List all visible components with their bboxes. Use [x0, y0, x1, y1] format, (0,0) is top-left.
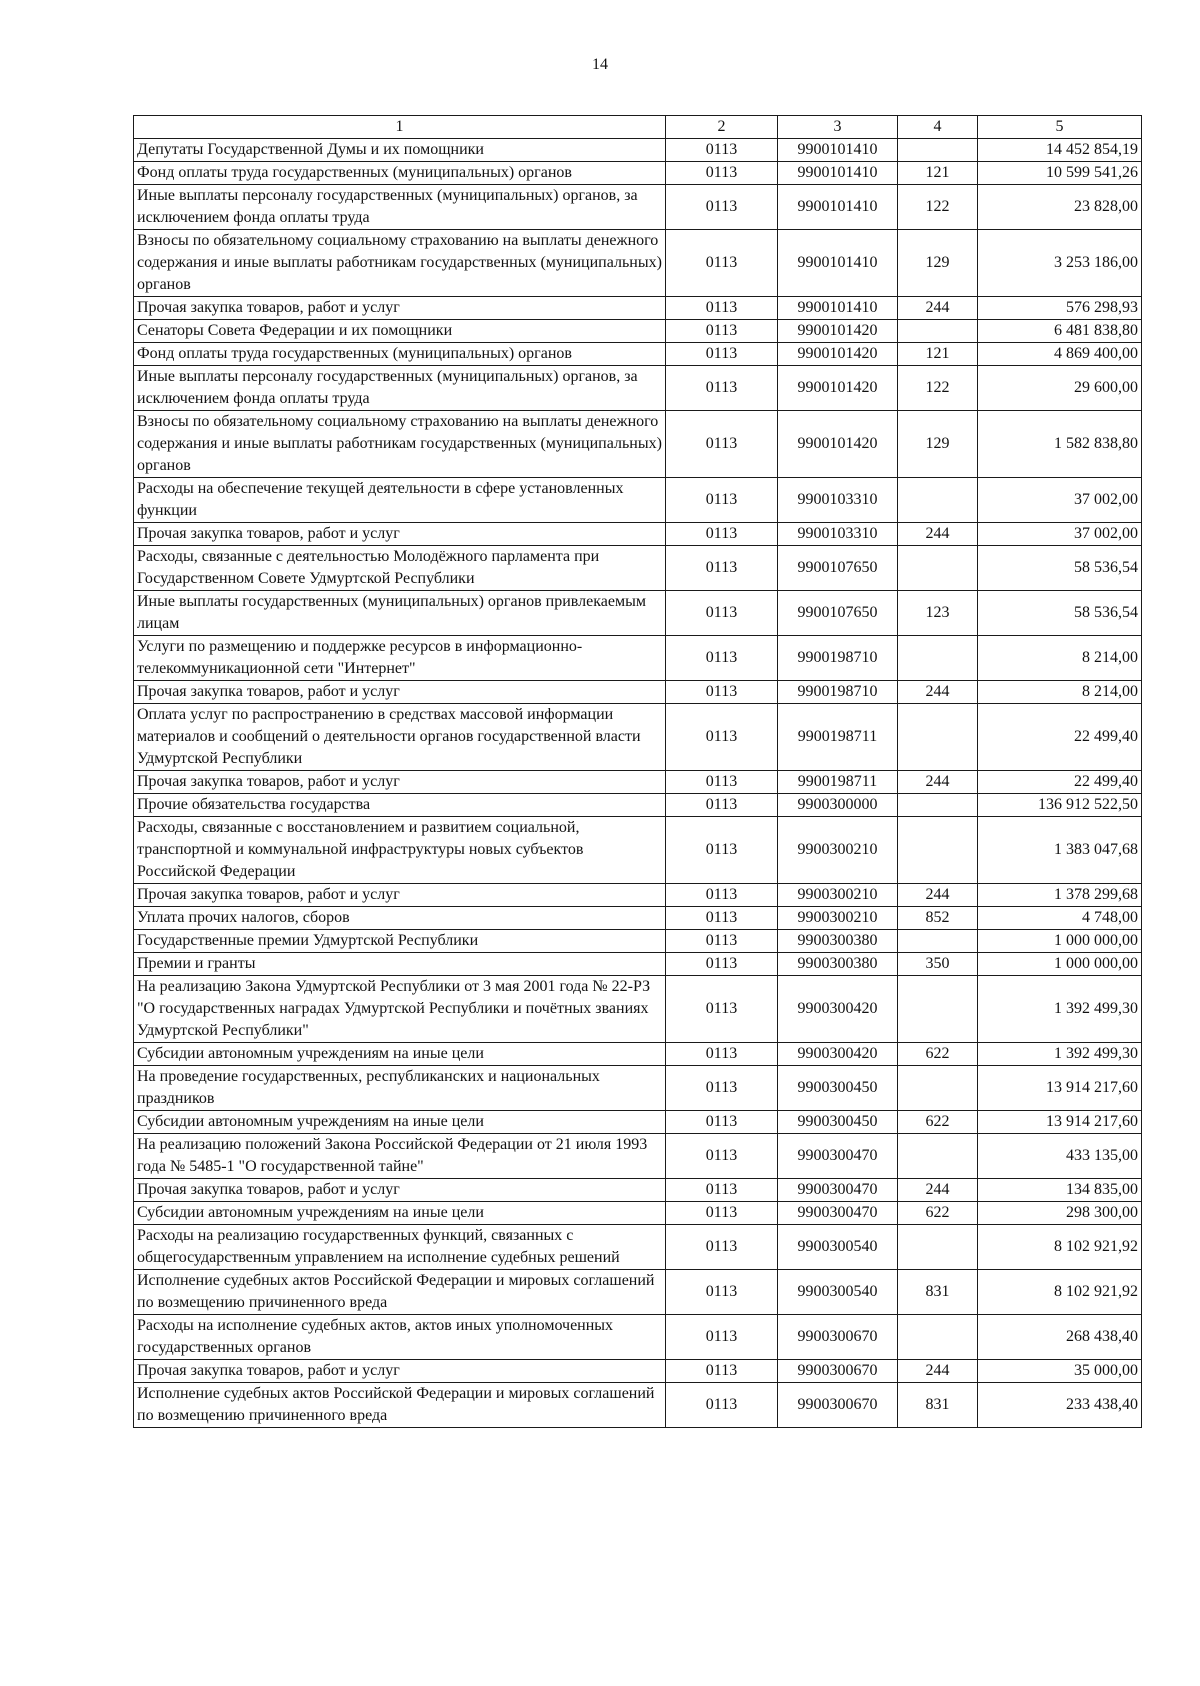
row-amount: 37 002,00 — [978, 523, 1142, 546]
table-row — [134, 976, 1142, 1043]
row-expense-type — [898, 478, 978, 523]
row-expense-type: 831 — [898, 1383, 978, 1428]
row-expense-type — [898, 139, 978, 162]
row-amount: 35 000,00 — [978, 1360, 1142, 1383]
row-article-code: 9900101410 — [778, 139, 898, 162]
row-article-code: 9900101420 — [778, 343, 898, 366]
row-article-code: 9900300450 — [778, 1066, 898, 1111]
table-row — [134, 930, 1142, 953]
row-name: На реализацию Закона Удмуртской Республики от 3 мая 2001 года № 22-РЗ "О государственных наградах Удмуртской Республики и почётных званиях Удмуртской Республики" — [134, 976, 666, 1043]
row-name: Расходы на исполнение судебных актов, актов иных уполномоченных государственных органов — [134, 1315, 666, 1360]
row-section-code: 0113 — [666, 523, 778, 546]
row-section-code: 0113 — [666, 1383, 778, 1428]
table-row — [134, 1111, 1142, 1134]
row-amount: 3 253 186,00 — [978, 230, 1142, 297]
row-section-code: 0113 — [666, 411, 778, 478]
table-row — [134, 1202, 1142, 1225]
row-article-code: 9900300540 — [778, 1225, 898, 1270]
row-amount: 136 912 522,50 — [978, 794, 1142, 817]
row-section-code: 0113 — [666, 930, 778, 953]
table-row — [134, 546, 1142, 591]
row-amount: 1 582 838,80 — [978, 411, 1142, 478]
row-amount: 576 298,93 — [978, 297, 1142, 320]
row-name: Прочая закупка товаров, работ и услуг — [134, 681, 666, 704]
table-body — [134, 139, 1142, 1428]
row-expense-type: 122 — [898, 366, 978, 411]
row-section-code: 0113 — [666, 478, 778, 523]
table-row — [134, 411, 1142, 478]
row-section-code: 0113 — [666, 1315, 778, 1360]
row-article-code: 9900103310 — [778, 478, 898, 523]
row-amount: 22 499,40 — [978, 704, 1142, 771]
row-article-code: 9900107650 — [778, 546, 898, 591]
row-article-code: 9900198710 — [778, 636, 898, 681]
row-article-code: 9900300380 — [778, 930, 898, 953]
row-amount: 8 214,00 — [978, 681, 1142, 704]
row-amount: 8 214,00 — [978, 636, 1142, 681]
row-name: Услуги по размещению и поддержке ресурсов в информационно-телекоммуникационной сети "Интернет" — [134, 636, 666, 681]
row-amount: 233 438,40 — [978, 1383, 1142, 1428]
table-row — [134, 185, 1142, 230]
row-name: Прочая закупка товаров, работ и услуг — [134, 884, 666, 907]
row-article-code: 9900300210 — [778, 907, 898, 930]
table-row — [134, 884, 1142, 907]
row-article-code: 9900101410 — [778, 162, 898, 185]
row-name: Иные выплаты государственных (муниципальных) органов привлекаемым лицам — [134, 591, 666, 636]
row-name: Иные выплаты персоналу государственных (муниципальных) органов, за исключением фонда оплаты труда — [134, 366, 666, 411]
row-expense-type: 244 — [898, 884, 978, 907]
row-name: Расходы на реализацию государственных функций, связанных с общегосударственным управлением на исполнение судебных решений — [134, 1225, 666, 1270]
row-section-code: 0113 — [666, 1066, 778, 1111]
row-expense-type — [898, 546, 978, 591]
table-row — [134, 343, 1142, 366]
table-row — [134, 1225, 1142, 1270]
table-row — [134, 1270, 1142, 1315]
row-name: Уплата прочих налогов, сборов — [134, 907, 666, 930]
row-name: На реализацию положений Закона Российской Федерации от 21 июля 1993 года № 5485-1 "О государственной тайне" — [134, 1134, 666, 1179]
row-article-code: 9900101420 — [778, 366, 898, 411]
row-article-code: 9900300470 — [778, 1179, 898, 1202]
row-expense-type — [898, 1134, 978, 1179]
header-col-4: 4 — [898, 116, 978, 139]
row-amount: 1 392 499,30 — [978, 1043, 1142, 1066]
row-amount: 1 383 047,68 — [978, 817, 1142, 884]
row-article-code: 9900103310 — [778, 523, 898, 546]
row-section-code: 0113 — [666, 771, 778, 794]
row-name: Исполнение судебных актов Российской Федерации и мировых соглашений по возмещению причиненного вреда — [134, 1383, 666, 1428]
row-section-code: 0113 — [666, 704, 778, 771]
row-expense-type: 622 — [898, 1043, 978, 1066]
row-amount: 29 600,00 — [978, 366, 1142, 411]
row-expense-type: 122 — [898, 185, 978, 230]
header-col-3: 3 — [778, 116, 898, 139]
row-name: Субсидии автономным учреждениям на иные цели — [134, 1202, 666, 1225]
table-row — [134, 1134, 1142, 1179]
row-amount: 8 102 921,92 — [978, 1225, 1142, 1270]
row-section-code: 0113 — [666, 1225, 778, 1270]
row-name: Исполнение судебных актов Российской Федерации и мировых соглашений по возмещению причиненного вреда — [134, 1270, 666, 1315]
row-expense-type: 622 — [898, 1202, 978, 1225]
table-row — [134, 681, 1142, 704]
row-amount: 1 378 299,68 — [978, 884, 1142, 907]
row-amount: 1 000 000,00 — [978, 953, 1142, 976]
row-amount: 134 835,00 — [978, 1179, 1142, 1202]
budget-table — [133, 115, 1142, 1428]
row-article-code: 9900300670 — [778, 1360, 898, 1383]
row-section-code: 0113 — [666, 1043, 778, 1066]
row-expense-type — [898, 704, 978, 771]
row-expense-type: 244 — [898, 297, 978, 320]
table-header — [134, 116, 1142, 139]
row-article-code: 9900300670 — [778, 1383, 898, 1428]
page-number: 14 — [592, 56, 608, 73]
row-article-code: 9900300470 — [778, 1202, 898, 1225]
row-amount: 58 536,54 — [978, 591, 1142, 636]
table-row — [134, 523, 1142, 546]
row-section-code: 0113 — [666, 817, 778, 884]
row-name: Расходы, связанные с восстановлением и развитием социальной, транспортной и коммунальной инфраструктуры новых субъектов Российской Федерации — [134, 817, 666, 884]
row-expense-type: 123 — [898, 591, 978, 636]
row-name: На проведение государственных, республиканских и национальных праздников — [134, 1066, 666, 1111]
row-name: Прочая закупка товаров, работ и услуг — [134, 297, 666, 320]
row-amount: 37 002,00 — [978, 478, 1142, 523]
row-article-code: 9900300450 — [778, 1111, 898, 1134]
row-section-code: 0113 — [666, 1270, 778, 1315]
row-expense-type: 244 — [898, 1360, 978, 1383]
row-amount: 23 828,00 — [978, 185, 1142, 230]
row-section-code: 0113 — [666, 343, 778, 366]
row-article-code: 9900300000 — [778, 794, 898, 817]
table-row — [134, 1066, 1142, 1111]
table-row — [134, 1360, 1142, 1383]
row-section-code: 0113 — [666, 162, 778, 185]
table-row — [134, 139, 1142, 162]
row-expense-type: 244 — [898, 523, 978, 546]
table-row — [134, 478, 1142, 523]
row-section-code: 0113 — [666, 1111, 778, 1134]
row-article-code: 9900300540 — [778, 1270, 898, 1315]
row-name: Прочая закупка товаров, работ и услуг — [134, 1360, 666, 1383]
row-article-code: 9900300380 — [778, 953, 898, 976]
row-article-code: 9900300210 — [778, 817, 898, 884]
table-row — [134, 794, 1142, 817]
row-article-code: 9900300670 — [778, 1315, 898, 1360]
row-expense-type — [898, 794, 978, 817]
table-row — [134, 771, 1142, 794]
row-amount: 13 914 217,60 — [978, 1066, 1142, 1111]
row-section-code: 0113 — [666, 591, 778, 636]
table-row — [134, 1043, 1142, 1066]
row-expense-type: 129 — [898, 230, 978, 297]
row-name: Взносы по обязательному социальному страхованию на выплаты денежного содержания и иные выплаты работникам государственных (муниципальных) органов — [134, 411, 666, 478]
row-article-code: 9900300420 — [778, 1043, 898, 1066]
row-section-code: 0113 — [666, 794, 778, 817]
row-expense-type: 244 — [898, 681, 978, 704]
row-expense-type — [898, 1066, 978, 1111]
row-amount: 433 135,00 — [978, 1134, 1142, 1179]
row-expense-type — [898, 320, 978, 343]
row-amount: 10 599 541,26 — [978, 162, 1142, 185]
table-row — [134, 366, 1142, 411]
row-section-code: 0113 — [666, 320, 778, 343]
row-expense-type: 244 — [898, 771, 978, 794]
table-row — [134, 953, 1142, 976]
row-amount: 298 300,00 — [978, 1202, 1142, 1225]
row-amount: 13 914 217,60 — [978, 1111, 1142, 1134]
row-expense-type — [898, 636, 978, 681]
table-row — [134, 907, 1142, 930]
row-name: Премии и гранты — [134, 953, 666, 976]
row-expense-type — [898, 976, 978, 1043]
row-article-code: 9900101420 — [778, 411, 898, 478]
header-col-1: 1 — [134, 116, 666, 139]
row-section-code: 0113 — [666, 1202, 778, 1225]
row-article-code: 9900198711 — [778, 771, 898, 794]
table-row — [134, 162, 1142, 185]
row-name: Депутаты Государственной Думы и их помощники — [134, 139, 666, 162]
row-expense-type: 350 — [898, 953, 978, 976]
table-row — [134, 704, 1142, 771]
row-name: Прочая закупка товаров, работ и услуг — [134, 771, 666, 794]
table-row — [134, 320, 1142, 343]
row-expense-type: 831 — [898, 1270, 978, 1315]
table-row — [134, 1179, 1142, 1202]
row-section-code: 0113 — [666, 297, 778, 320]
row-article-code: 9900300470 — [778, 1134, 898, 1179]
row-article-code: 9900107650 — [778, 591, 898, 636]
row-name: Иные выплаты персоналу государственных (муниципальных) органов, за исключением фонда оплаты труда — [134, 185, 666, 230]
row-amount: 58 536,54 — [978, 546, 1142, 591]
row-article-code: 9900198711 — [778, 704, 898, 771]
row-name: Субсидии автономным учреждениям на иные цели — [134, 1111, 666, 1134]
row-article-code: 9900101410 — [778, 297, 898, 320]
row-expense-type: 121 — [898, 162, 978, 185]
row-section-code: 0113 — [666, 139, 778, 162]
row-section-code: 0113 — [666, 1179, 778, 1202]
row-amount: 268 438,40 — [978, 1315, 1142, 1360]
row-expense-type: 852 — [898, 907, 978, 930]
row-name: Фонд оплаты труда государственных (муниципальных) органов — [134, 162, 666, 185]
row-article-code: 9900300420 — [778, 976, 898, 1043]
row-section-code: 0113 — [666, 907, 778, 930]
row-amount: 8 102 921,92 — [978, 1270, 1142, 1315]
row-name: Прочая закупка товаров, работ и услуг — [134, 523, 666, 546]
row-name: Расходы, связанные с деятельностью Молодёжного парламента при Государственном Совете Удмуртской Республики — [134, 546, 666, 591]
row-name: Расходы на обеспечение текущей деятельности в сфере установленных функции — [134, 478, 666, 523]
row-expense-type: 244 — [898, 1179, 978, 1202]
row-name: Прочие обязательства государства — [134, 794, 666, 817]
row-name: Государственные премии Удмуртской Республики — [134, 930, 666, 953]
table-row — [134, 1315, 1142, 1360]
row-expense-type: 129 — [898, 411, 978, 478]
row-expense-type — [898, 1225, 978, 1270]
table-row — [134, 297, 1142, 320]
header-col-5: 5 — [978, 116, 1142, 139]
table-row — [134, 591, 1142, 636]
row-expense-type — [898, 817, 978, 884]
row-expense-type — [898, 1315, 978, 1360]
row-section-code: 0113 — [666, 230, 778, 297]
row-section-code: 0113 — [666, 366, 778, 411]
row-name: Прочая закупка товаров, работ и услуг — [134, 1179, 666, 1202]
row-section-code: 0113 — [666, 884, 778, 907]
row-article-code: 9900198710 — [778, 681, 898, 704]
row-amount: 4 869 400,00 — [978, 343, 1142, 366]
row-section-code: 0113 — [666, 1360, 778, 1383]
row-section-code: 0113 — [666, 953, 778, 976]
row-amount: 14 452 854,19 — [978, 139, 1142, 162]
row-amount: 1 392 499,30 — [978, 976, 1142, 1043]
table-row — [134, 1383, 1142, 1428]
row-name: Сенаторы Совета Федерации и их помощники — [134, 320, 666, 343]
row-article-code: 9900101410 — [778, 185, 898, 230]
row-name: Взносы по обязательному социальному страхованию на выплаты денежного содержания и иные выплаты работникам государственных (муниципальных) органов — [134, 230, 666, 297]
table-row — [134, 636, 1142, 681]
row-amount: 1 000 000,00 — [978, 930, 1142, 953]
row-section-code: 0113 — [666, 636, 778, 681]
row-name: Фонд оплаты труда государственных (муниципальных) органов — [134, 343, 666, 366]
row-expense-type — [898, 930, 978, 953]
header-row — [134, 116, 1142, 139]
row-expense-type: 622 — [898, 1111, 978, 1134]
row-article-code: 9900101410 — [778, 230, 898, 297]
row-article-code: 9900300210 — [778, 884, 898, 907]
row-section-code: 0113 — [666, 976, 778, 1043]
row-name: Оплата услуг по распространению в средствах массовой информации материалов и сообщений о деятельности органов государственной власти Удмуртской Республики — [134, 704, 666, 771]
row-amount: 6 481 838,80 — [978, 320, 1142, 343]
row-article-code: 9900101420 — [778, 320, 898, 343]
row-expense-type: 121 — [898, 343, 978, 366]
row-section-code: 0113 — [666, 681, 778, 704]
row-amount: 4 748,00 — [978, 907, 1142, 930]
table-row — [134, 817, 1142, 884]
table-row — [134, 230, 1142, 297]
row-section-code: 0113 — [666, 546, 778, 591]
header-col-2: 2 — [666, 116, 778, 139]
row-name: Субсидии автономным учреждениям на иные цели — [134, 1043, 666, 1066]
row-section-code: 0113 — [666, 185, 778, 230]
row-amount: 22 499,40 — [978, 771, 1142, 794]
row-section-code: 0113 — [666, 1134, 778, 1179]
